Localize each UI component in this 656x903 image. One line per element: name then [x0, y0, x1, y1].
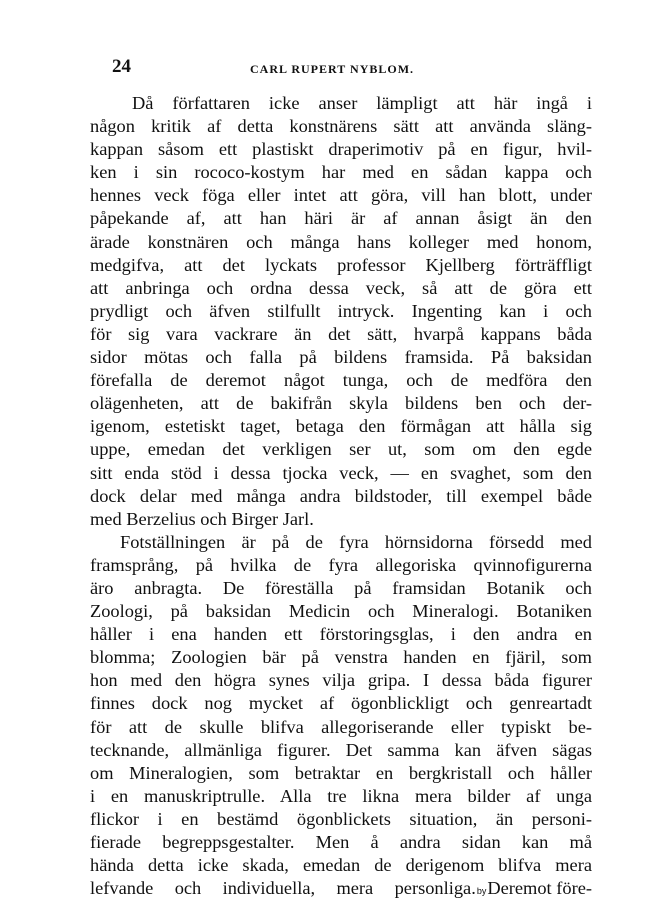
text-line: tecknande, allmänliga figurer. Det samma kan äfven sägas: [90, 739, 592, 760]
running-head: CARL RUPERT NYBLOM.: [250, 62, 415, 76]
text-line: för att de skulle blifva allegoriserande eller typiskt be-: [90, 716, 592, 737]
text-line: med Berzelius och Birger Jarl.: [90, 508, 314, 529]
body-text: [90, 92, 592, 900]
text-line: hända detta icke skada, emedan de derigenom blifva mera: [90, 855, 592, 876]
text-line: förefalla de deremot något tunga, och de medföra den: [90, 370, 592, 391]
text-line: kappan såsom ett plastiskt draperimotiv på en figur, hvil-: [90, 139, 592, 160]
text-line: hennes veck föga eller intet att göra, vill han blott, under: [90, 185, 592, 206]
text-line: i en manuskriptrulle. Alla tre likna mera bilder af unga: [90, 785, 592, 806]
text-line: fierade begreppsgestalter. Men å andra sidan kan må: [90, 832, 592, 852]
final-line-text: lefvande och individuella, mera personliga.: [90, 878, 476, 899]
text-line: flickor i en bestämd ögonblickets situation, än personi-: [90, 808, 592, 829]
text-line: sitt enda stöd i dessa tjocka veck, — en svaghet, som den: [90, 462, 592, 483]
text-line: Då författaren icke anser lämpligt att här ingå i: [132, 93, 592, 113]
text-line: håller i ena handen ett förstoringsglas, i den andra en: [90, 624, 592, 645]
text-line: någon kritik af detta konstnärens sätt att använda släng-: [90, 116, 592, 137]
text-line: finnes dock nog mycket af ögonblickligt och genreartadt: [90, 693, 592, 714]
text-line: dock delar med många andra bildstoder, till exempel både: [90, 485, 592, 506]
paragraph-2: [90, 531, 592, 901]
text-line: uppe, emedan det verkligen ser ut, som om den egde: [90, 439, 592, 460]
text-line: hon med den högra synes vilja gripa. I dessa båda figurer: [90, 670, 592, 691]
text-line: Zoologi, på baksidan Medicin och Mineralogi. Botaniken: [90, 601, 592, 622]
final-line-tail: Deremot före-: [487, 878, 592, 899]
text-line: ärade konstnären och många hans kolleger med honom,: [90, 231, 592, 252]
text-line: igenom, estetiskt taget, betaga den förmågan att hålla sig: [90, 416, 592, 437]
text-line: äro anbragta. De föreställa på framsidan Botanik och: [90, 577, 592, 598]
text-line: för sig vara vackrare än det sätt, hvarpå kappans båda: [90, 323, 592, 344]
text-line: blomma; Zoologien bär på venstra handen en fjäril, som: [90, 647, 592, 668]
text-line: medgifva, att det lyckats professor Kjellberg förträffligt: [90, 254, 592, 275]
text-line: påpekande af, att han häri är af annan åsigt än den: [90, 208, 592, 229]
watermark-by: by: [476, 886, 487, 897]
page-number: 24: [112, 56, 131, 77]
text-line: olägenheten, att de bakifrån skyla bildens ben och der-: [90, 393, 592, 414]
text-line: att anbringa och ordna dessa veck, så att de göra ett: [90, 277, 592, 298]
text-line: framsprång, på hvilka de fyra allegoriska qvinnofigurerna: [90, 554, 592, 575]
text-line: ken i sin rococo-kostym har med en sådan kappa och: [90, 162, 592, 183]
page-header: [112, 56, 592, 80]
text-line: prydligt och äfven stilfullt intryck. Ingenting kan i och: [90, 300, 592, 321]
text-line: sidor mötas och falla på bildens framsida. På baksidan: [90, 347, 592, 368]
text-line: Fotställningen är på de fyra hörnsidorna försedd med: [120, 531, 592, 552]
text-line: om Mineralogien, som betraktar en bergkristall och håller: [90, 762, 592, 783]
text-line-final: [90, 877, 592, 900]
paragraph-1: [90, 92, 592, 531]
